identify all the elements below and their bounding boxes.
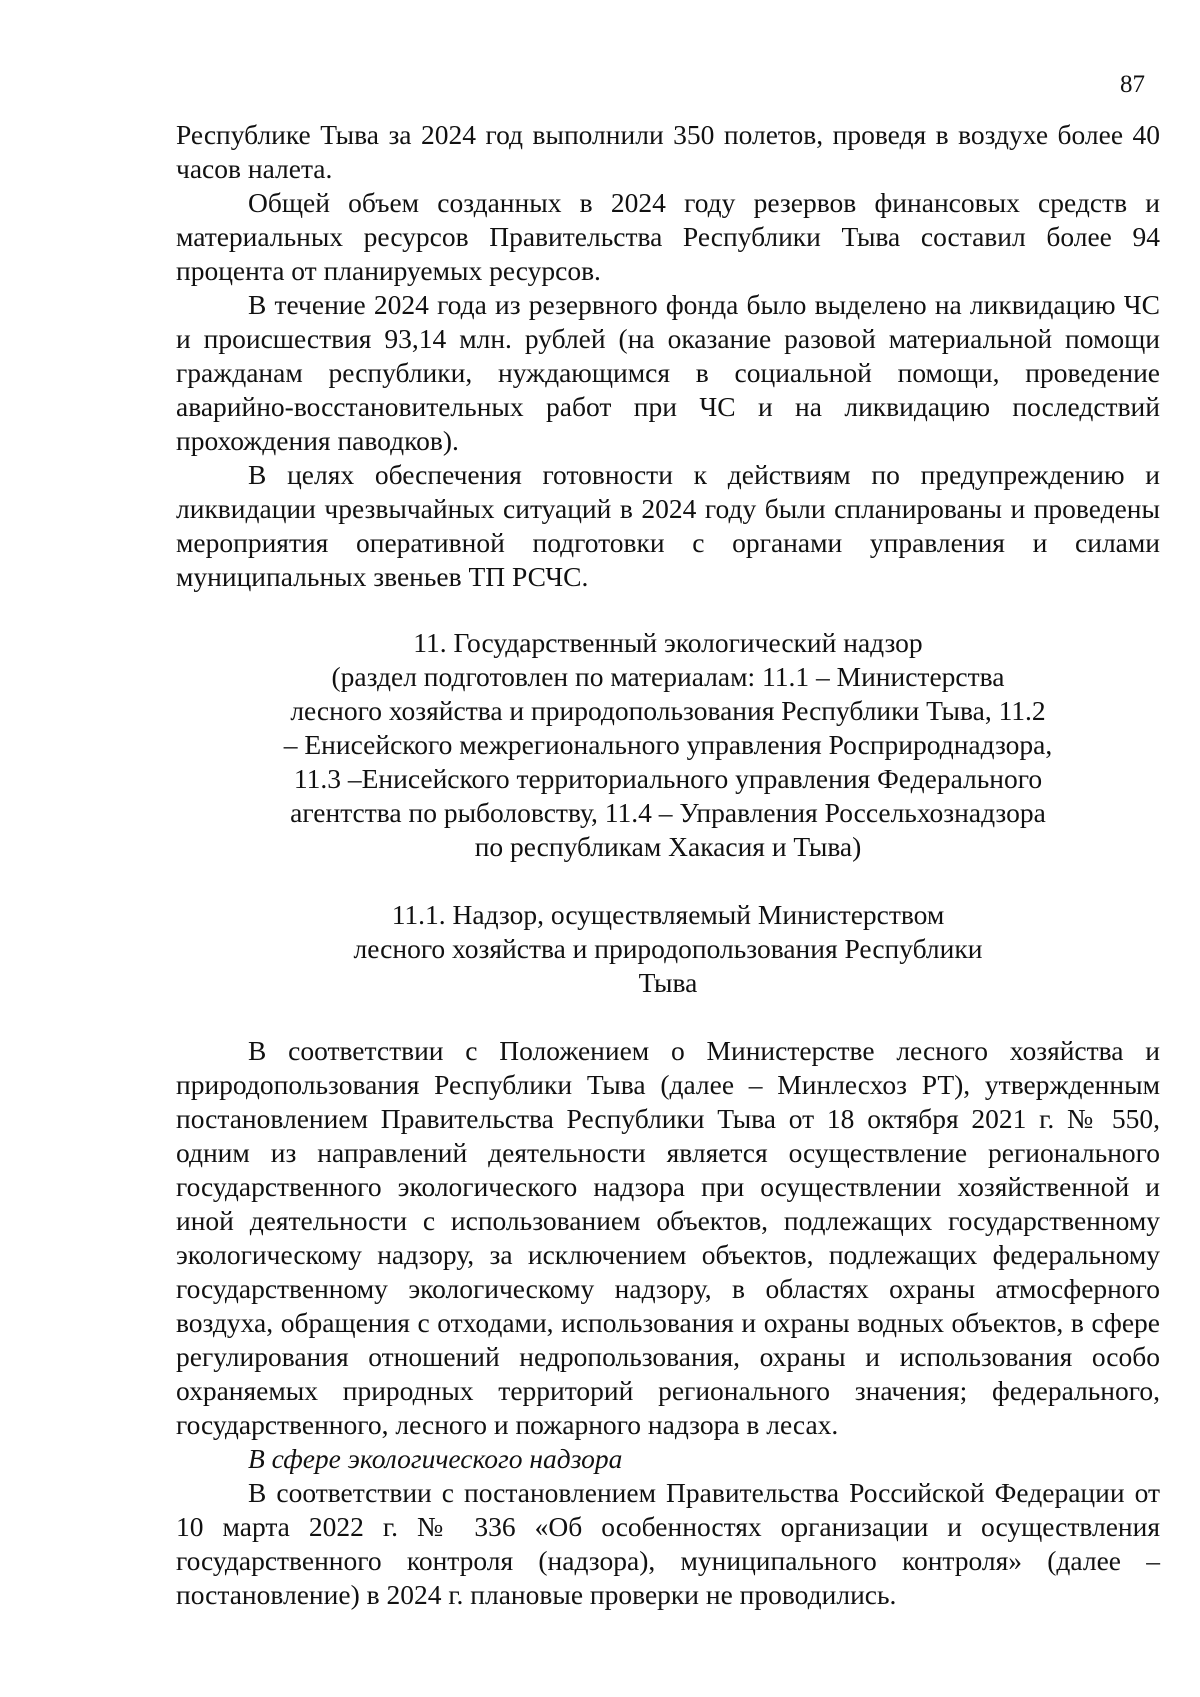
paragraph-reserve-fund: В течение 2024 года из резервного фонда было выделено на ликвидацию ЧС и происшествия 93,14 млн. рублей (на оказание разовой материальной помощи гражданам республики, нуждающимся в социальной помощи, проведение аварийно-восстановительных работ при ЧС и на ликвидацию последствий прохождения паводков). [176,289,1160,456]
paragraph-government-decree: В соответствии с постановлением Правительства Российской Федерации от 10 марта 2022 г. № 336 «Об особенностях организации и осуществления государственного контроля (надзора), муниципального контроля» (далее – постановление) в 2024 г. плановые проверки не проводились. [176,1477,1160,1610]
subsection-heading-title: 11.1. Надзор, осуществляемый Министерством лесного хозяйства и природопользования Республики Тыва [353,899,983,998]
paragraph-aviation-flights: Республике Тыва за 2024 год выполнили 350 полетов, проведя в воздухе более 40 часов налета. [176,119,1160,184]
page-content [176,118,1160,1612]
paragraph-reserves-volume: Общей объем созданных в 2024 году резервов финансовых средств и материальных ресурсов Правительства Республики Тыва составил более 94 процента от планируемых ресурсов. [176,187,1160,286]
paragraph-emergency-readiness: В целях обеспечения готовности к действиям по предупреждению и ликвидации чрезвычайных ситуаций в 2024 году были спланированы и проведены мероприятия оперативной подготовки с органами управления и силами муниципальных звеньев ТП РСЧС. [176,459,1160,592]
paragraph-ministry-regulation: В соответствии с Положением о Министерстве лесного хозяйства и природопользования Республики Тыва (далее – Минлесхоз РТ), утвержденным постановлением Правительства Республики Тыва от 18 октября 2021 г. № 550, одним из направлений деятельности является осуществление регионального государственного экологического надзора при осуществлении хозяйственной и иной деятельности с использованием объектов, подлежащих государственному экологическому надзору, за исключением объектов, подлежащих федеральному государственному экологическому надзору, в областях охраны атмосферного воздуха, обращения с отходами, использования и охраны водных объектов, в сфере регулирования отношений недропользования, охраны и использования особо охраняемых природных территорий регионального значения; федерального, государственного, лесного и пожарного надзора в лесах. [176,1035,1160,1440]
section-heading-subtitle: (раздел подготовлен по материалам: 11.1 – Министерства лесного хозяйства и природопользования Республики Тыва, 11.2 – Енисейского межрегионального управления Росприроднадзора, 11.3 –Енисейского территориального управления Федерального агентства по рыболовству, 11.4 – Управления Россельхознадзора по республикам Хакасия и Тыва) [283,661,1053,862]
page-number: 87 [1120,71,1145,98]
italic-subheading-ecological-supervision: В сфере экологического надзора [248,1443,623,1474]
section-heading-title: 11. Государственный экологический надзор [413,627,923,658]
